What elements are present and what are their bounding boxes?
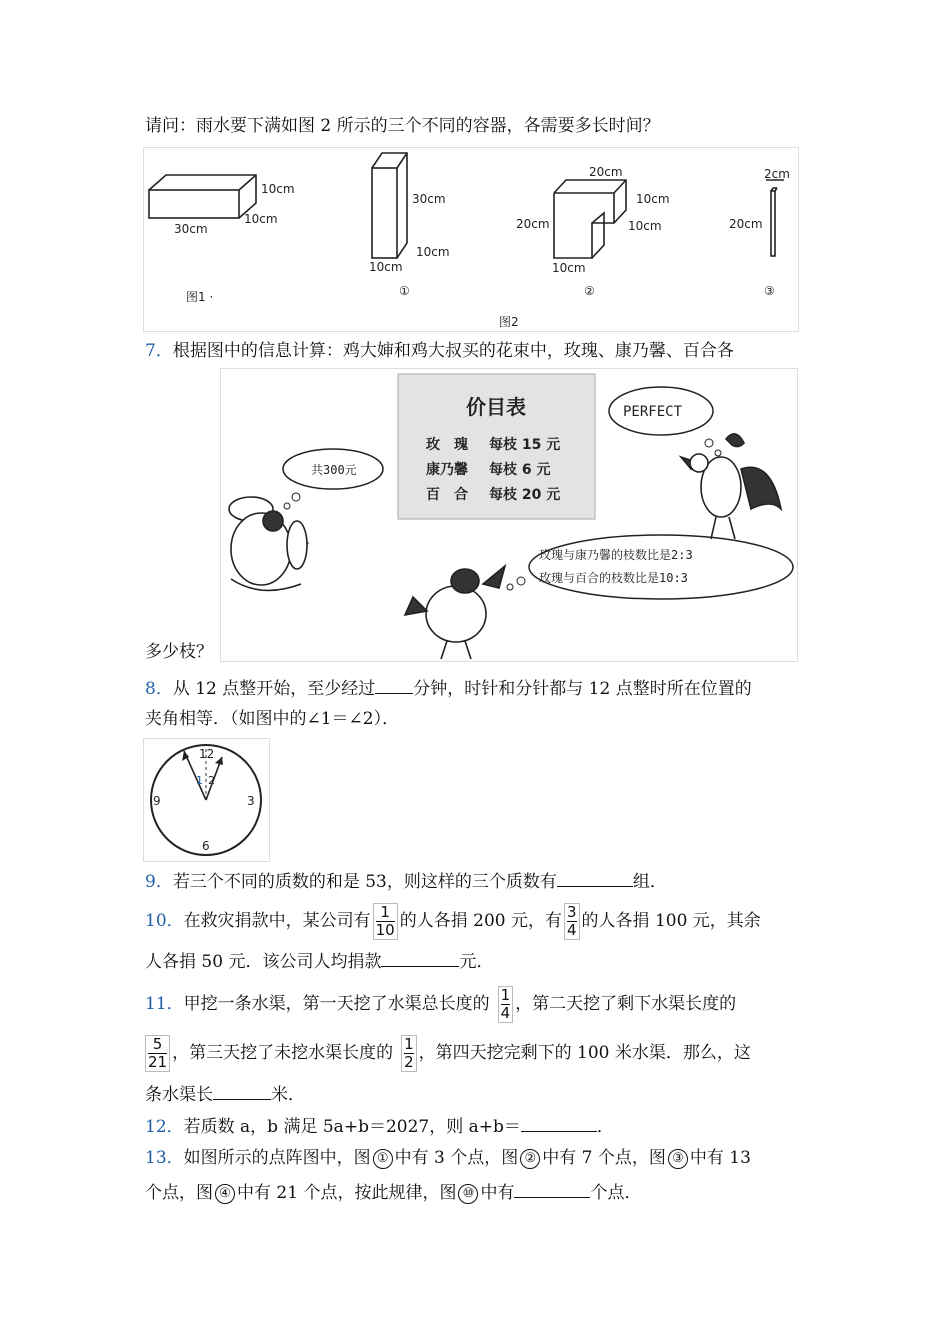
c3-width-label: 2cm <box>764 167 790 181</box>
q13-text-g: 中有 <box>480 1183 515 1203</box>
price-title: 价目表 <box>466 395 526 419</box>
price-row-2-name: 康乃馨 <box>426 462 468 478</box>
q13-text-c: 中有 7 个点，图 <box>542 1148 666 1168</box>
clock-9: 9 <box>153 794 161 808</box>
q13-answer-blank[interactable] <box>514 1179 590 1198</box>
q8-line-1 <box>145 675 752 701</box>
bottom-thought-bubble <box>529 535 793 599</box>
q10-answer-blank[interactable] <box>381 948 459 967</box>
q10-line-1 <box>145 903 761 940</box>
price-row-3-name: 百 合 <box>426 487 468 503</box>
containers-figure <box>143 147 799 332</box>
q10-f1-num: 1 <box>380 903 390 921</box>
right-bubble-text: PERFECT <box>623 404 683 420</box>
price-figure <box>220 368 798 662</box>
q9-line <box>145 868 667 894</box>
angle-1-label: 1 <box>196 774 203 787</box>
q11-text-f: 米． <box>271 1085 305 1105</box>
c3-height-label: 20cm <box>729 217 763 231</box>
angle-2-label: 2 <box>208 774 215 787</box>
q11-fraction-1 <box>498 986 514 1023</box>
q11-f2-den: 21 <box>148 1053 168 1071</box>
price-row-2-price: 每枝 6 元 <box>489 462 551 478</box>
c2-bottom-label: 10cm <box>552 261 586 275</box>
c1-depth-label: 10cm <box>416 245 450 259</box>
q11-f2-num: 5 <box>152 1035 163 1053</box>
q10-f1-den: 10 <box>375 921 395 939</box>
clock-figure <box>143 738 270 862</box>
q13-circle-3: ③ <box>668 1149 688 1169</box>
q11-text-b: ，第二天挖了剩下水渠长度的 <box>515 994 737 1014</box>
c2-right-top-label: 10cm <box>636 192 670 206</box>
q11-line-1 <box>145 986 736 1023</box>
q10-text-e: 元． <box>459 952 494 972</box>
q13-circle-10: ⑩ <box>458 1184 478 1204</box>
price-row-1-name: 玫 瑰 <box>426 437 468 453</box>
q11-f1-num: 1 <box>500 986 511 1004</box>
q9-number: 9． <box>145 872 173 892</box>
c1-width-label: 10cm <box>369 260 403 274</box>
q9-answer-blank[interactable] <box>557 868 633 887</box>
q11-answer-blank[interactable] <box>213 1081 271 1100</box>
bottom-bubble-line-1: 玫瑰与康乃馨的枝数比是2:3 <box>539 548 693 562</box>
hen-chef-illustration <box>229 497 307 590</box>
bottom-bubble-line-2: 玫瑰与百合的枝数比是10:3 <box>539 571 688 585</box>
q13-number: 13． <box>145 1148 184 1168</box>
q11-f3-num: 1 <box>404 1035 414 1053</box>
q6-tail: 请问：雨水要下满如图 2 所示的三个不同的容器，各需要多长时间？ <box>145 116 660 136</box>
c2-mark: ② <box>584 284 595 298</box>
c1-mark: ① <box>399 284 410 298</box>
price-row-3-price: 每枝 20 元 <box>489 487 561 503</box>
fig2-caption: 图2 <box>499 315 519 329</box>
q10-f2-den: 4 <box>567 921 577 939</box>
box-height-label: 10cm <box>261 182 295 196</box>
q11-f3-den: 2 <box>404 1053 414 1071</box>
q8-text-a: 从 12 点整开始，至少经过 <box>172 679 376 699</box>
q11-text-a: 甲挖一条水渠，第一天挖了水渠总长度的 <box>183 994 490 1014</box>
c2-top-label: 20cm <box>589 165 623 179</box>
q13-line-1 <box>145 1146 751 1170</box>
q12-text-b: ． <box>596 1117 614 1137</box>
q10-number: 10． <box>145 911 184 931</box>
q13-circle-2: ② <box>520 1149 540 1169</box>
c3-mark: ③ <box>764 284 775 298</box>
q8-answer-blank[interactable] <box>375 675 413 694</box>
q11-text-e: 条水渠长 <box>145 1085 213 1105</box>
left-bubble-text: 共300元 <box>311 463 357 477</box>
q12-number: 12． <box>145 1117 184 1137</box>
box-width-label: 10cm <box>244 212 278 226</box>
c1-height-label: 30cm <box>412 192 446 206</box>
fig1-label: 图1 · <box>186 290 214 304</box>
clock-6: 6 <box>202 839 210 853</box>
q9-text-b: 组． <box>632 872 667 892</box>
c2-left-label: 20cm <box>516 217 550 231</box>
q13-circle-1: ① <box>373 1149 393 1169</box>
q13-text-f: 中有 21 个点，按此规律，图 <box>237 1183 457 1203</box>
q10-line-2 <box>145 948 493 974</box>
q7-text: 根据图中的信息计算：鸡大婶和鸡大叔买的花束中，玫瑰、康乃馨、百合各 <box>172 341 734 361</box>
q12-line <box>145 1113 614 1139</box>
chicken-illustration <box>405 566 505 659</box>
q11-line-3 <box>145 1081 305 1107</box>
q8-text-c: 夹角相等．（如图中的∠1＝∠2）． <box>145 709 400 729</box>
q7-tail: 多少枝？ <box>145 642 213 662</box>
q10-fraction-1 <box>373 903 398 940</box>
q7-number: 7． <box>145 341 173 361</box>
q10-f2-num: 3 <box>567 903 577 921</box>
q9-text-a: 若三个不同的质数的和是 53，则这样的三个质数有 <box>172 872 557 892</box>
price-row-1-price: 每枝 15 元 <box>489 437 561 453</box>
clock-12: 12 <box>199 747 215 761</box>
q11-fraction-2 <box>145 1035 170 1072</box>
q10-text-c: 的人各捐 100 元，其余 <box>581 911 761 931</box>
q11-fraction-3 <box>401 1035 417 1072</box>
q11-f1-den: 4 <box>500 1004 511 1022</box>
box-length-label: 30cm <box>174 222 208 236</box>
q10-text-d: 人各捐 50 元．该公司人均捐款 <box>145 952 382 972</box>
q13-text-e: 个点，图 <box>145 1183 213 1203</box>
q11-line-2 <box>145 1035 751 1072</box>
c2-right-bottom-label: 10cm <box>628 219 662 233</box>
q13-text-b: 中有 3 个点，图 <box>394 1148 519 1168</box>
q13-circle-4: ④ <box>215 1184 235 1204</box>
q12-text-a: 若质数 a，b 满足 5a+b＝2027，则 a+b＝ <box>183 1117 521 1137</box>
rooster-illustration <box>681 434 781 539</box>
q8-number: 8． <box>145 679 173 699</box>
q7-line <box>145 339 734 363</box>
q12-answer-blank[interactable] <box>521 1113 597 1132</box>
q10-text-b: 的人各捐 200 元，有 <box>399 911 562 931</box>
clock-3: 3 <box>247 794 255 808</box>
q13-text-d: 中有 13 <box>689 1148 751 1168</box>
q10-text-a: 在救灾捐款中，某公司有 <box>183 911 371 931</box>
q13-text-a: 如图所示的点阵图中，图 <box>183 1148 371 1168</box>
q8-text-b: 分钟，时针和分针都与 12 点整时所在位置的 <box>413 679 752 699</box>
q11-text-c: ，第三天挖了未挖水渠长度的 <box>172 1043 394 1063</box>
q11-text-d: ，第四天挖完剩下的 100 米水渠．那么，这 <box>418 1043 751 1063</box>
q10-fraction-2 <box>564 903 580 940</box>
q11-number: 11． <box>145 994 184 1014</box>
q13-line-2 <box>145 1179 641 1205</box>
q13-text-h: 个点． <box>590 1183 642 1203</box>
